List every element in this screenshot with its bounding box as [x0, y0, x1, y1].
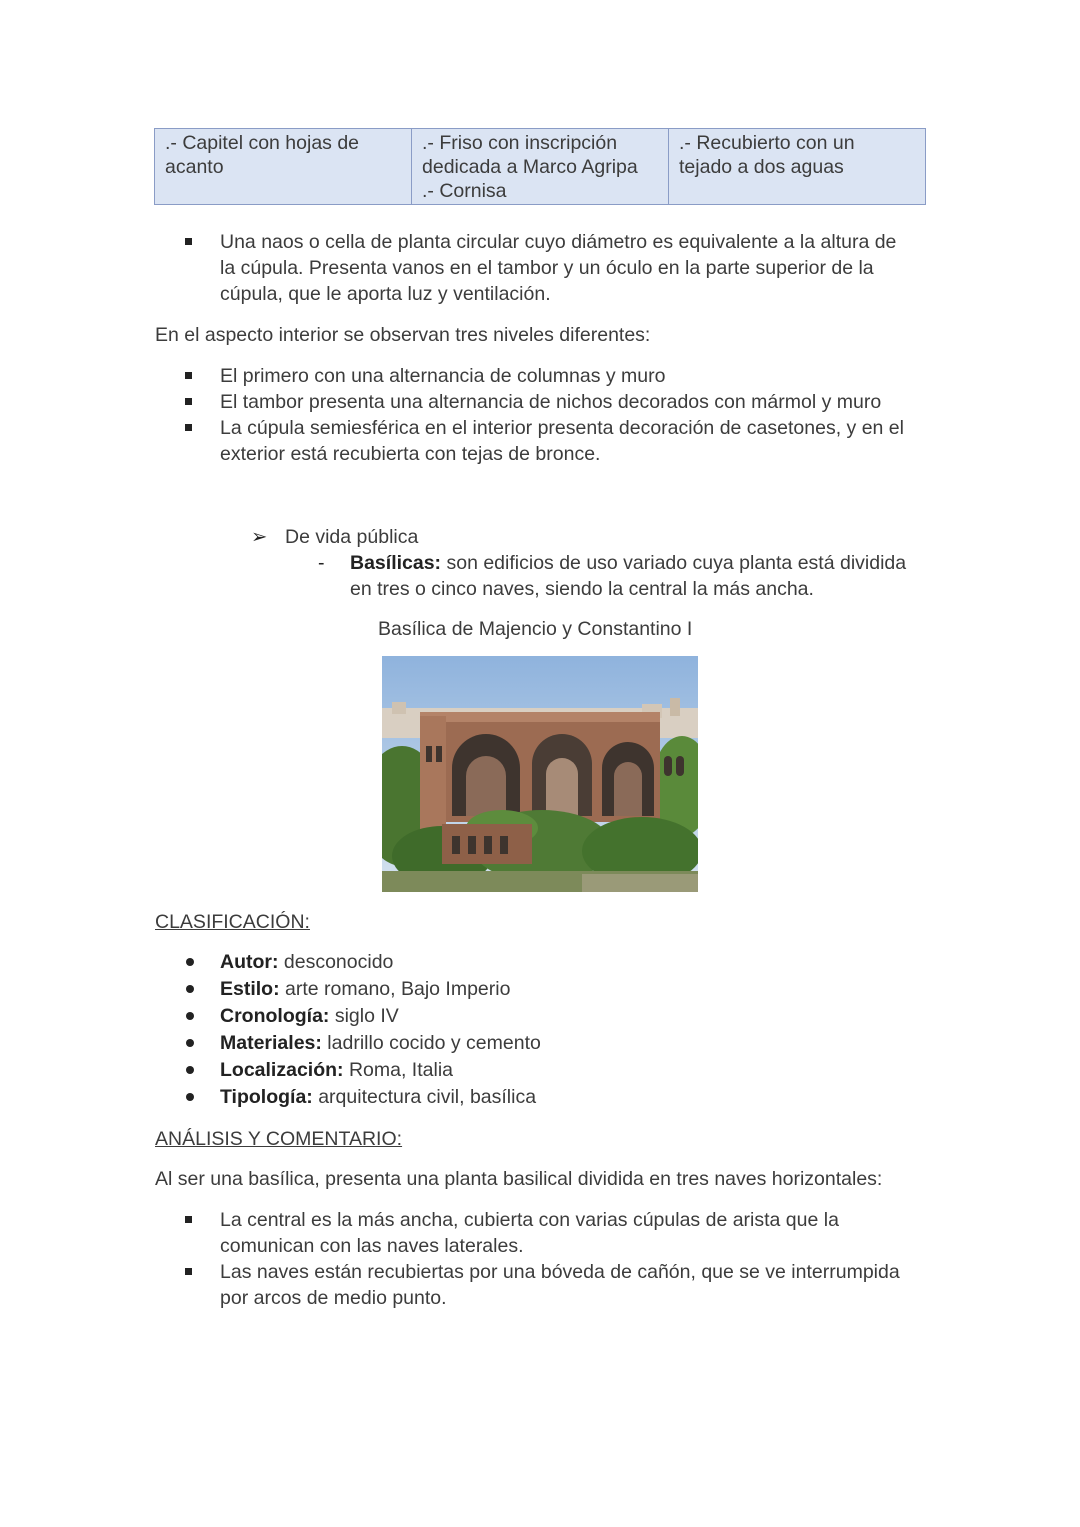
dot-bullet-icon: [186, 985, 194, 993]
basilica-illustration: [382, 656, 698, 892]
architecture-elements-table: [154, 128, 926, 205]
list-item: La central es la más ancha, cubierta con varias cúpulas de arista que la comunican con las naves laterales.: [155, 1207, 955, 1259]
list-item: Autor: desconocido: [155, 949, 955, 976]
dash-bullet-icon: -: [318, 552, 325, 574]
dot-bullet-icon: [186, 1066, 194, 1074]
basilicas-definition-cont: en tres o cinco naves, siendo la central la más ancha.: [350, 578, 814, 600]
classification-heading: CLASIFICACIÓN:: [155, 911, 310, 933]
public-life-heading: ➢ De vida pública: [251, 526, 419, 548]
classification-list: [155, 949, 955, 1111]
list-item: Materiales: ladrillo cocido y cemento: [155, 1030, 955, 1057]
analysis-intro: Al ser una basílica, presenta una planta basilical dividida en tres naves horizontales:: [155, 1168, 883, 1190]
square-bullet-icon: [185, 424, 192, 431]
list-item: Estilo: arte romano, Bajo Imperio: [155, 976, 955, 1003]
dot-bullet-icon: [186, 958, 194, 966]
list-item: Las naves están recubiertas por una bóveda de cañón, que se ve interrumpida por arcos de medio punto.: [155, 1259, 955, 1311]
table-cell-friso: .- Friso con inscripción dedicada a Marco Agripa .- Cornisa: [412, 129, 669, 205]
list-item: Tipología: arquitectura civil, basílica: [155, 1084, 955, 1111]
square-bullet-icon: [185, 238, 192, 245]
list-item: Una naos o cella de planta circular cuyo diámetro es equivalente a la altura de la cúpula. Presenta vanos en el tambor y un óculo en la parte superior de la cúpula, que le aporta luz y ventilación.: [155, 229, 955, 307]
table-cell-tejado: .- Recubierto con un tejado a dos aguas: [669, 129, 926, 205]
table-row: [155, 129, 926, 205]
list-item: El primero con una alternancia de columnas y muro: [155, 363, 955, 389]
analysis-list: [155, 1207, 955, 1311]
naos-list: [155, 229, 955, 307]
list-item: El tambor presenta una alternancia de nichos decorados con mármol y muro: [155, 389, 955, 415]
list-item: Localización: Roma, Italia: [155, 1057, 955, 1084]
dot-bullet-icon: [186, 1012, 194, 1020]
square-bullet-icon: [185, 1216, 192, 1223]
square-bullet-icon: [185, 398, 192, 405]
analysis-heading: ANÁLISIS Y COMENTARIO:: [155, 1128, 403, 1150]
square-bullet-icon: [185, 1268, 192, 1275]
dot-bullet-icon: [186, 1039, 194, 1047]
list-item: Cronología: siglo IV: [155, 1003, 955, 1030]
table-cell-capitel: .- Capitel con hojas de acanto: [155, 129, 412, 205]
arrow-bullet-icon: ➢: [251, 526, 268, 548]
square-bullet-icon: [185, 372, 192, 379]
list-item: La cúpula semiesférica en el interior presenta decoración de casetones, y en el exterior está recubierta con tejas de bronce.: [155, 415, 955, 467]
interior-levels-list: [155, 363, 955, 467]
basilica-photo: [382, 656, 698, 892]
figure-caption: Basílica de Majencio y Constantino I: [378, 618, 693, 640]
interior-intro: En el aspecto interior se observan tres niveles diferentes:: [155, 324, 651, 346]
dot-bullet-icon: [186, 1093, 194, 1101]
basilicas-definition: - Basílicas: son edificios de uso variado cuya planta está dividida: [318, 552, 907, 574]
